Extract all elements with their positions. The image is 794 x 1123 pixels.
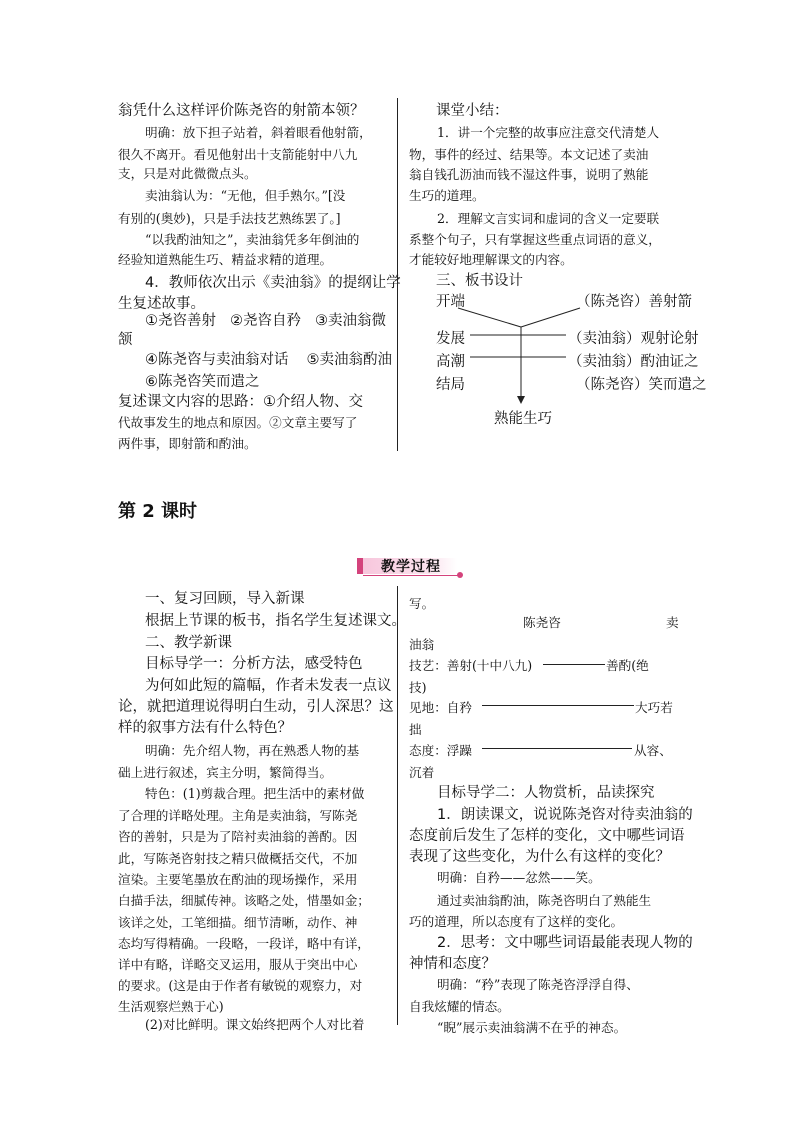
board-stage-label: 结局 (436, 377, 465, 393)
text-line: 生复述故事。 (118, 296, 205, 312)
text-line: 卖油翁认为：“无他，但手熟尔。”[没 (145, 188, 346, 203)
outline-item: ①尧咨善射 (145, 313, 216, 329)
text-line: 才能较好地理解课文的内容。 (409, 252, 573, 267)
text-line: 支，只是对此微微点头。 (118, 166, 257, 181)
text-line: “以我酌油知之”，卖油翁凭多年倒油的 (145, 232, 360, 247)
text-line: 从容、 (634, 743, 672, 758)
text-line: 生巧的道理。 (409, 188, 485, 203)
text-line: 生活观察烂熟于心) (118, 999, 224, 1014)
text-line: 础上进行叙述，宾主分明，繁简得当。 (118, 765, 333, 780)
board-stage-label: 开端 (436, 294, 465, 310)
text-line: 系整个句子，只有掌握这些重点词语的意义， (409, 232, 661, 247)
text-line: 态度前后发生了怎样的变化，文中哪些词语 (409, 828, 685, 844)
dash-line (482, 748, 632, 749)
text-line: 翁自钱孔沥油而钱不湿这件事，说明了熟能 (409, 167, 649, 182)
text-line: 详中有略，详略交叉运用，服从于突出中心 (118, 957, 358, 972)
board-line (458, 308, 521, 327)
text-line: (2)对比鲜明。课文始终把两个人对比着 (145, 1017, 365, 1032)
text-line: 二、教学新课 (145, 635, 232, 651)
text-line: 陈尧咨 (523, 615, 561, 630)
text-line: 论，就把道理说得明白生动，引人深思？这 (118, 699, 394, 715)
text-line: 写。 (409, 596, 435, 611)
board-stage-detail: （陈尧咨）笑而遣之 (576, 377, 707, 393)
text-line: 明确：先介绍人物，再在熟悉人物的基 (145, 743, 360, 758)
text-line: 物，事件的经过、结果等。本文记述了卖油 (409, 147, 649, 162)
text-line: 该详之处，工笔细描。细节清晰，动作、神 (118, 915, 358, 930)
text-line: 明确：放下担子站着，斜着眼看他射箭， (145, 125, 372, 140)
text-line: 了合理的详略处理。主角是卖油翁，写陈尧 (118, 808, 358, 823)
text-line: 目标导学一：分析方法，感受特色 (145, 656, 363, 672)
text-line: 白描手法，细腻传神。该略之处，惜墨如金； (118, 893, 370, 908)
board-stage-label: 发展 (436, 331, 465, 347)
text-line: 根据上节课的板书，指名学生复述课文。 (145, 613, 406, 629)
board-line (521, 308, 580, 327)
text-line: 咨的善射，只是为了陪衬卖油翁的善酌。因 (118, 829, 358, 844)
text-line: 4．教师依次出示《卖油翁》的提纲让学 (145, 275, 401, 291)
text-line: 1．讲一个完整的故事应注意交代清楚人 (437, 125, 660, 140)
text-line: 自我炫耀的情态。 (409, 999, 510, 1014)
text-line: 课堂小结： (436, 103, 509, 119)
text-line: 神情和态度？ (409, 956, 496, 972)
text-line: 沉着 (409, 765, 435, 780)
board-conclusion: 熟能生巧 (494, 411, 552, 427)
text-line: 颔 (118, 332, 133, 348)
text-line: 渲染。主要笔墨放在酌油的现场操作，采用 (118, 872, 358, 887)
board-stage-label: 高潮 (436, 354, 465, 370)
banner-mark (357, 558, 363, 574)
text-line: ⑥陈尧咨笑而遣之 (145, 374, 260, 390)
text-line: 经验知道熟能生巧、精益求精的道理。 (118, 252, 333, 267)
text-line: 两件事，即射箭和酌油。 (118, 436, 257, 451)
text-line: 态均写得精确。一段略，一段详，略中有详， (118, 936, 370, 951)
text-line: 见地：自矜 (409, 700, 472, 715)
text-line: 的要求。(这是由于作者有敏锐的观察力，对 (118, 978, 363, 993)
section-title: 第 2 课时 (118, 501, 198, 522)
outline-item: ②尧咨自矜 (230, 313, 301, 329)
text-line: 此，写陈尧咨射技之精只做概括交代，不加 (118, 851, 358, 866)
outline-item: ⑤卖油翁酌油 (306, 352, 392, 368)
text-line: 代故事发生的地点和原因。②文章主要写了 (118, 415, 358, 430)
text-line: 样的叙事方法有什么特色？ (118, 720, 292, 736)
down-arrow-icon (517, 396, 525, 404)
banner-underline (363, 575, 459, 576)
text-line: 2．思考：文中哪些词语最能表现人物的 (437, 935, 693, 951)
dash-line (482, 705, 634, 706)
dash-line (543, 664, 605, 665)
text-line: 态度：浮躁 (409, 743, 472, 758)
outline-item: ③卖油翁微 (315, 313, 386, 329)
text-line: 特色：(1)剪裁合理。把生活中的素材做 (145, 786, 365, 801)
text-line: 很久不离开。看见他射出十支箭能射中八九 (118, 147, 358, 162)
text-line: 为何如此短的篇幅，作者未发表一点议 (145, 678, 392, 694)
column-divider (397, 586, 398, 1025)
text-line: 巧的道理，所以态度有了这样的变化。 (409, 914, 624, 929)
text-line: 技艺：善射(十中八九) (409, 658, 533, 673)
text-line: 翁凭什么这样评价陈尧咨的射箭本领？ (118, 103, 365, 119)
text-line: 善酌(绝 (606, 658, 649, 673)
text-line: 复述课文内容的思路：①介绍人物、交 (118, 394, 363, 410)
text-line: 明确：自矜——忿然——笑。 (437, 870, 601, 885)
text-line: 通过卖油翁酌油，陈尧咨明白了熟能生 (437, 893, 652, 908)
board-stage-detail: （陈尧咨）善射箭 (576, 294, 692, 310)
banner-title: 教学过程 (381, 559, 441, 575)
text-line: 技) (409, 680, 427, 695)
text-line: “睨”展示卖油翁满不在乎的神态。 (437, 1020, 627, 1035)
section-banner (357, 556, 465, 576)
banner-dot-icon (457, 572, 463, 578)
text-line: 一、复习回顾，导入新课 (145, 591, 305, 607)
text-line: 三、板书设计 (436, 273, 523, 289)
board-stage-detail: （卖油翁）观射论射 (568, 331, 699, 347)
text-line: 大巧若 (635, 700, 673, 715)
text-line: 目标导学二：人物赏析，品读探究 (437, 785, 655, 801)
text-line: 油翁 (409, 637, 435, 652)
text-line: 表现了这些变化，为什么有这样的变化？ (409, 849, 670, 865)
text-line: 明确：“矜”表现了陈尧咨浮浮自得、 (437, 977, 639, 992)
text-line: 卖 (666, 615, 679, 630)
outline-item: ④陈尧咨与卖油翁对话 (145, 352, 289, 368)
text-line: 1．朗读课文，说说陈尧咨对待卖油翁的 (437, 807, 693, 823)
text-line: 有别的(奥妙)，只是手法技艺熟练罢了。] (118, 211, 341, 226)
board-stage-detail: （卖油翁）酌油证之 (568, 354, 699, 370)
text-line: 拙 (409, 722, 422, 737)
text-line: 2．理解文言实词和虚词的含义一定要联 (437, 211, 660, 226)
